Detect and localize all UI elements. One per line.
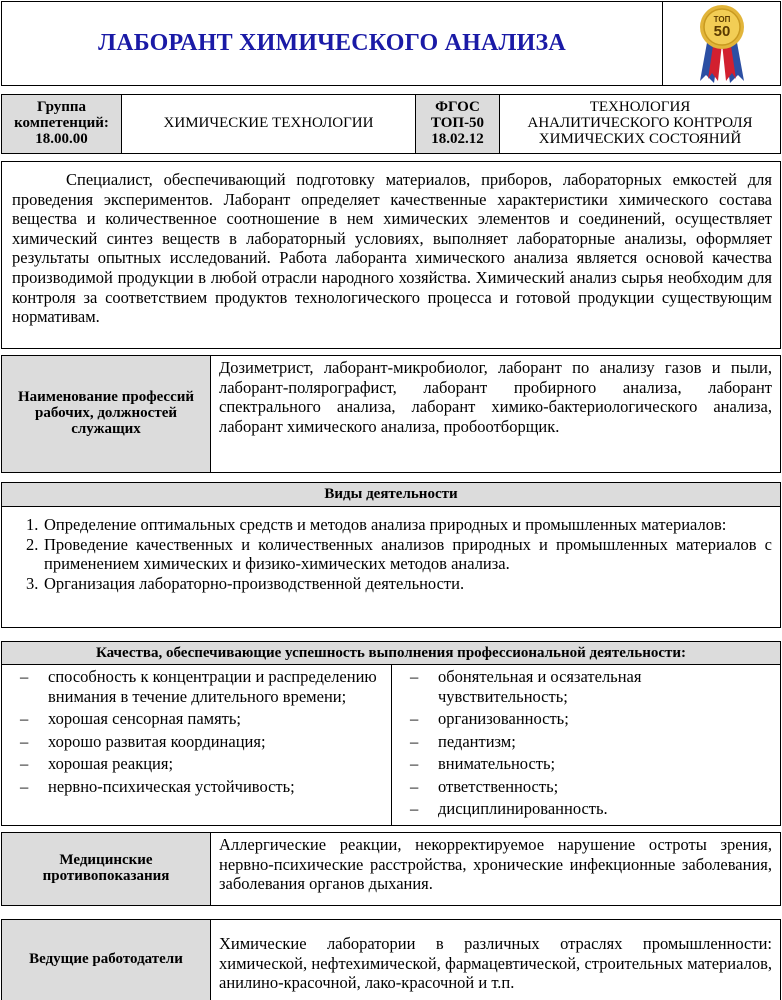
- description-panel: [1, 161, 781, 349]
- employers-row: [1, 919, 781, 1000]
- group-name-cell: [122, 95, 416, 153]
- list-item: [10, 709, 385, 729]
- award-medal-icon: [694, 3, 750, 85]
- medical-row: [1, 832, 781, 906]
- qualities-left-column: [2, 665, 392, 825]
- qualities-heading-cell: [1, 641, 781, 665]
- professions-row: [1, 355, 781, 473]
- list-item: [400, 709, 774, 729]
- title-panel: [1, 1, 663, 86]
- item-text: нервно-психическая устойчивость;: [48, 776, 295, 796]
- list-item: [400, 732, 774, 752]
- badge-top-text: ТОП: [713, 14, 730, 24]
- item-text: Определение оптимальных средств и методов анализа природных и промышленных материалов:: [44, 515, 727, 534]
- employers-text: Химические лаборатории в различных отраслях промышленности: химической, нефтехимической, фармацевтической, строительных материалов, анилино-красочной, лако-красочной и т.п.: [219, 934, 772, 993]
- bullet: –: [410, 731, 419, 751]
- item-text: Организация лабораторно-производственной деятельности.: [44, 573, 465, 593]
- list-item: [10, 754, 385, 774]
- competency-info-row: [1, 94, 781, 154]
- item-text: организованность;: [438, 709, 569, 728]
- employers-label-cell: [2, 920, 211, 1000]
- item-number: 1.: [26, 515, 39, 534]
- program-name: ТЕХНОЛОГИЯ АНАЛИТИЧЕСКОГО КОНТРОЛЯ ХИМИЧЕСКИХ СОСТОЯНИЙ: [527, 99, 753, 147]
- fgos-code: 18.02.12: [431, 130, 484, 147]
- bullet: –: [20, 754, 29, 773]
- item-text: хорошая сенсорная память;: [48, 709, 241, 728]
- item-text: Проведение качественных и количественных анализов природных и промышленных материалов с применением химических и физико-химических методов анализа.: [44, 534, 772, 574]
- item-number: 3.: [26, 573, 39, 593]
- group-code: 18.00.00: [35, 130, 88, 147]
- list-item: [400, 754, 774, 774]
- bullet: –: [20, 667, 29, 686]
- list-item: [10, 667, 385, 706]
- professions-label-cell: [2, 356, 211, 472]
- medical-label: Медицинские противопоказания: [42, 852, 170, 884]
- group-cell: [2, 95, 122, 153]
- item-text: дисциплинированность.: [438, 799, 608, 818]
- medical-label-cell: [2, 833, 211, 905]
- qualities-right-column: [392, 665, 780, 825]
- fgos-cell: [416, 95, 500, 153]
- bullet: –: [410, 799, 419, 818]
- badge-panel: [662, 1, 781, 86]
- activities-heading: Виды деятельности: [324, 486, 458, 502]
- list-item: [10, 777, 385, 797]
- item-number: 2.: [26, 534, 39, 554]
- list-item: [400, 777, 774, 797]
- activities-list: [14, 515, 772, 593]
- activities-panel: [1, 506, 781, 628]
- bullet: –: [20, 731, 29, 751]
- employers-label: Ведущие работодатели: [29, 951, 183, 968]
- bullet: –: [410, 754, 419, 773]
- bullet: –: [20, 776, 29, 796]
- activities-heading-cell: [1, 482, 781, 507]
- list-item: [400, 667, 774, 706]
- list-item: [10, 732, 385, 752]
- program-cell: [500, 95, 780, 153]
- item-text: педантизм;: [438, 731, 516, 751]
- bullet: –: [410, 667, 419, 686]
- professions-text: Дозиметрист, лаборант-микробиолог, лаборант по анализу газов и пыли, лаборант-полярографист, лаборант пробирного анализа, лаборант спектрального анализа, лаборант химико-бактериологического анализа, лаборант химического анализа, пробоотборщик.: [219, 358, 772, 436]
- group-name: ХИМИЧЕСКИЕ ТЕХНОЛОГИИ: [163, 115, 374, 132]
- item-text: хорошая реакция;: [48, 754, 174, 773]
- group-label: Группа компетенций:: [14, 99, 109, 132]
- item-text: способность к концентрации и распределению внимания в течение длительного времени;: [48, 667, 377, 706]
- fgos-label: ФГОС: [435, 99, 480, 116]
- page-title: ЛАБОРАНТ ХИМИЧЕСКОГО АНАЛИЗА: [98, 30, 566, 56]
- description-text: Специалист, обеспечивающий подготовку материалов, приборов, лабораторных емкостей для проведения экспериментов. Лаборант определяет качественные характеристики химического состава вещества и количественное соотношение в нем химических элементов и соединений, осуществляет химический синтез веществ в лабораторный условиях, выполняет лабораторные анализы, оформляет результаты опытных исследований. Работа лаборанта химического анализа является основой качества производимой продукции в любой отрасли народного хозяйства. Химический анализ сырья необходим для контроля за соответствием продуктов технологического процесса и готовой продукции существующим нормативам.: [12, 170, 772, 327]
- badge-number: 50: [713, 22, 730, 40]
- bullet: –: [410, 709, 419, 728]
- list-item: [14, 515, 772, 535]
- item-text: обонятельная и осязательная чувствительность;: [438, 667, 642, 706]
- item-text: ответственность;: [438, 776, 559, 796]
- list-item: [14, 535, 772, 574]
- medical-text: Аллергические реакции, некорректируемое нарушение остроты зрения, нервно-психические расстройства, хронические инфекционные заболевания, заболевания органов дыхания.: [219, 835, 772, 894]
- qualities-panel: [1, 664, 781, 826]
- qualities-heading: Качества, обеспечивающие успешность выполнения профессиональной деятельности:: [95, 644, 687, 661]
- professions-label: Наименование профессий рабочих, должностей служащих: [17, 389, 195, 437]
- list-item: [400, 799, 774, 819]
- bullet: –: [20, 709, 29, 728]
- item-text: хорошо развитая координация;: [48, 731, 266, 751]
- bullet: –: [410, 776, 419, 796]
- item-text: внимательность;: [438, 754, 556, 773]
- list-item: [14, 574, 772, 594]
- fgos-top: ТОП-50: [430, 115, 485, 132]
